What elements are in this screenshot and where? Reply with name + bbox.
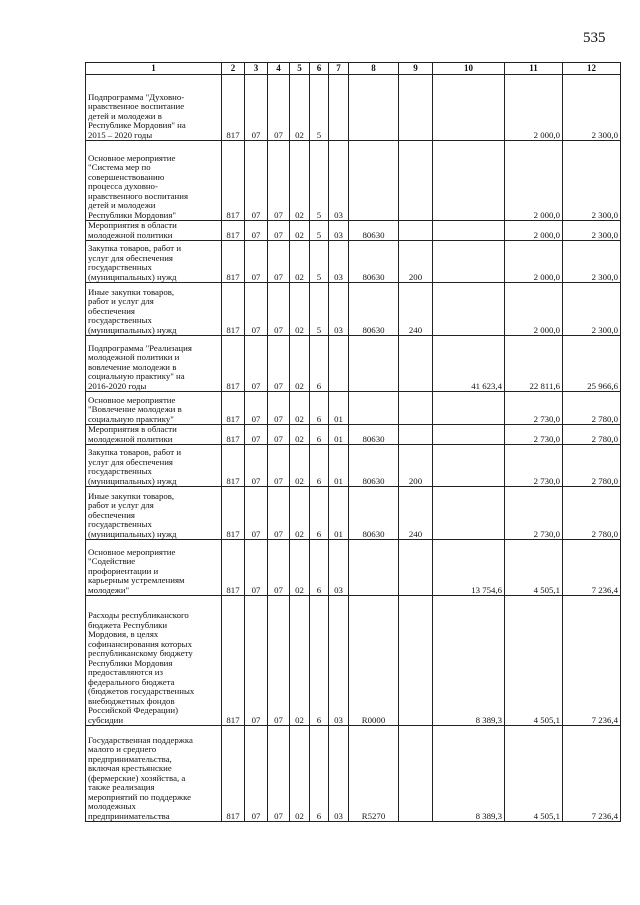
code-razdel: 07 (245, 221, 268, 241)
code-subprogram: 6 (310, 336, 329, 392)
code-glava: 817 (222, 540, 245, 596)
amount-col10: 8 389,3 (433, 596, 505, 726)
table-row (86, 487, 621, 540)
code-program: 02 (290, 221, 310, 241)
row-name: Закупка товаров, работ и услуг для обеспечения государственных (муниципальных) нужд (86, 241, 222, 283)
amount-col11: 2 730,0 (505, 425, 563, 445)
code-razdel: 07 (245, 487, 268, 540)
code-expense-type: 200 (399, 445, 433, 487)
code-expense-type (399, 392, 433, 425)
amount-col11: 2 000,0 (505, 141, 563, 221)
code-expense-type (399, 221, 433, 241)
row-name: Основное мероприятие "Система мер по совершенствованию процесса духовно- нравственного воспитания детей и молодежи Республики Мордовия" (86, 141, 222, 221)
code-program: 02 (290, 336, 310, 392)
code-glava: 817 (222, 445, 245, 487)
code-expense-type (399, 540, 433, 596)
table-row (86, 726, 621, 822)
table-row (86, 392, 621, 425)
code-razdel: 07 (245, 283, 268, 336)
code-glava: 817 (222, 425, 245, 445)
code-razdel: 07 (245, 726, 268, 822)
code-glava: 817 (222, 241, 245, 283)
code-podrazdel: 07 (268, 141, 290, 221)
amount-col11: 4 505,1 (505, 540, 563, 596)
header-row (86, 63, 621, 75)
code-subprogram: 6 (310, 596, 329, 726)
code-direction (349, 75, 399, 141)
code-glava: 817 (222, 487, 245, 540)
table-row (86, 445, 621, 487)
code-event: 01 (329, 487, 349, 540)
code-event (329, 75, 349, 141)
code-subprogram: 6 (310, 425, 329, 445)
code-podrazdel: 07 (268, 596, 290, 726)
code-subprogram: 6 (310, 540, 329, 596)
code-subprogram: 6 (310, 392, 329, 425)
amount-col12: 2 300,0 (563, 141, 621, 221)
code-podrazdel: 07 (268, 336, 290, 392)
row-name: Мероприятия в области молодежной политики (86, 221, 222, 241)
amount-col12: 7 236,4 (563, 726, 621, 822)
code-glava: 817 (222, 336, 245, 392)
column-header: 3 (245, 63, 268, 75)
code-podrazdel: 07 (268, 487, 290, 540)
amount-col11: 2 730,0 (505, 392, 563, 425)
column-header: 8 (349, 63, 399, 75)
amount-col10 (433, 487, 505, 540)
amount-col12: 7 236,4 (563, 540, 621, 596)
amount-col11: 4 505,1 (505, 726, 563, 822)
code-event: 01 (329, 425, 349, 445)
code-subprogram: 5 (310, 241, 329, 283)
code-subprogram: 5 (310, 75, 329, 141)
code-expense-type: 200 (399, 241, 433, 283)
code-podrazdel: 07 (268, 283, 290, 336)
amount-col10: 8 389,3 (433, 726, 505, 822)
code-event: 03 (329, 726, 349, 822)
amount-col11: 2 000,0 (505, 283, 563, 336)
amount-col10 (433, 392, 505, 425)
column-header: 10 (433, 63, 505, 75)
amount-col12: 2 300,0 (563, 75, 621, 141)
code-direction (349, 336, 399, 392)
code-subprogram: 6 (310, 726, 329, 822)
amount-col10: 41 623,4 (433, 336, 505, 392)
code-event: 03 (329, 221, 349, 241)
code-direction: 80630 (349, 487, 399, 540)
column-header: 9 (399, 63, 433, 75)
code-program: 02 (290, 392, 310, 425)
code-glava: 817 (222, 75, 245, 141)
amount-col12: 2 780,0 (563, 425, 621, 445)
code-direction: 80630 (349, 425, 399, 445)
code-direction: 80630 (349, 241, 399, 283)
code-event: 01 (329, 445, 349, 487)
code-podrazdel: 07 (268, 75, 290, 141)
code-direction: R0000 (349, 596, 399, 726)
amount-col11: 2 730,0 (505, 445, 563, 487)
code-razdel: 07 (245, 540, 268, 596)
amount-col10 (433, 425, 505, 445)
code-event: 03 (329, 540, 349, 596)
code-glava: 817 (222, 392, 245, 425)
code-podrazdel: 07 (268, 425, 290, 445)
code-subprogram: 6 (310, 487, 329, 540)
code-direction: 80630 (349, 445, 399, 487)
code-glava: 817 (222, 283, 245, 336)
column-header: 1 (86, 63, 222, 75)
amount-col12: 2 300,0 (563, 283, 621, 336)
column-header: 2 (222, 63, 245, 75)
code-program: 02 (290, 487, 310, 540)
row-name: Иные закупки товаров, работ и услуг для обеспечения государственных (муниципальных) нужд (86, 487, 222, 540)
code-expense-type (399, 141, 433, 221)
table-row (86, 540, 621, 596)
amount-col12: 2 300,0 (563, 221, 621, 241)
table-row (86, 75, 621, 141)
column-header: 5 (290, 63, 310, 75)
budget-table (85, 62, 621, 822)
code-expense-type (399, 596, 433, 726)
code-program: 02 (290, 141, 310, 221)
table-row (86, 596, 621, 726)
code-event: 03 (329, 596, 349, 726)
code-direction: R5270 (349, 726, 399, 822)
amount-col12: 2 780,0 (563, 487, 621, 540)
code-program: 02 (290, 283, 310, 336)
code-program: 02 (290, 241, 310, 283)
code-podrazdel: 07 (268, 392, 290, 425)
code-subprogram: 5 (310, 283, 329, 336)
code-program: 02 (290, 726, 310, 822)
code-subprogram: 5 (310, 221, 329, 241)
code-subprogram: 5 (310, 141, 329, 221)
code-expense-type: 240 (399, 487, 433, 540)
code-podrazdel: 07 (268, 241, 290, 283)
column-header: 4 (268, 63, 290, 75)
table-row (86, 241, 621, 283)
code-glava: 817 (222, 141, 245, 221)
code-razdel: 07 (245, 141, 268, 221)
amount-col10 (433, 221, 505, 241)
amount-col10 (433, 445, 505, 487)
code-event: 03 (329, 141, 349, 221)
code-direction: 80630 (349, 283, 399, 336)
table-row (86, 336, 621, 392)
code-razdel: 07 (245, 75, 268, 141)
amount-col12: 25 966,6 (563, 336, 621, 392)
code-razdel: 07 (245, 596, 268, 726)
row-name: Основное мероприятие "Вовлечение молодежи в социальную практику" (86, 392, 222, 425)
table-row (86, 425, 621, 445)
row-name: Государственная поддержка малого и среднего предпринимательства, включая крестьянские (фермерские) хозяйства, а также реализация мероприятий по поддержке молодежных предпринимательства (86, 726, 222, 822)
code-expense-type (399, 336, 433, 392)
amount-col10 (433, 75, 505, 141)
code-glava: 817 (222, 726, 245, 822)
amount-col11: 2 000,0 (505, 241, 563, 283)
code-glava: 817 (222, 596, 245, 726)
row-name: Подпрограмма "Духовно- нравственное воспитание детей и молодежи в Республике Мордовия" на 2015 – 2020 годы (86, 75, 222, 141)
table-row (86, 141, 621, 221)
column-header: 11 (505, 63, 563, 75)
row-name: Подпрограмма "Реализация молодежной политики и вовлечение молодежи в социальную практику" на 2016-2020 годы (86, 336, 222, 392)
row-name: Закупка товаров, работ и услуг для обеспечения государственных (муниципальных) нужд (86, 445, 222, 487)
column-header: 7 (329, 63, 349, 75)
amount-col10 (433, 141, 505, 221)
code-expense-type (399, 726, 433, 822)
row-name: Расходы республиканского бюджета Республики Мордовия, в целях софинансирования которых республиканскому бюджету Республики Мордовия предоставляются из федерального бюджета (бюджетов государственных внебюджетных фондов Российской Федерации) субсидии (86, 596, 222, 726)
row-name: Иные закупки товаров, работ и услуг для обеспечения государственных (муниципальных) нужд (86, 283, 222, 336)
row-name: Мероприятия в области молодежной политики (86, 425, 222, 445)
code-program: 02 (290, 425, 310, 445)
amount-col10 (433, 241, 505, 283)
code-direction (349, 141, 399, 221)
row-name: Основное мероприятие "Содействие профориентации и карьерным устремлениям молодежи" (86, 540, 222, 596)
amount-col11: 2 000,0 (505, 221, 563, 241)
amount-col10: 13 754,6 (433, 540, 505, 596)
code-direction (349, 540, 399, 596)
code-expense-type (399, 75, 433, 141)
amount-col11: 4 505,1 (505, 596, 563, 726)
code-razdel: 07 (245, 241, 268, 283)
code-glava: 817 (222, 221, 245, 241)
column-header: 6 (310, 63, 329, 75)
code-event (329, 336, 349, 392)
amount-col12: 2 780,0 (563, 445, 621, 487)
code-expense-type: 240 (399, 283, 433, 336)
code-podrazdel: 07 (268, 726, 290, 822)
amount-col12: 2 780,0 (563, 392, 621, 425)
page-number: 535 (583, 30, 606, 46)
code-program: 02 (290, 75, 310, 141)
amount-col12: 7 236,4 (563, 596, 621, 726)
code-podrazdel: 07 (268, 445, 290, 487)
amount-col11: 2 000,0 (505, 75, 563, 141)
amount-col12: 2 300,0 (563, 241, 621, 283)
code-razdel: 07 (245, 425, 268, 445)
code-subprogram: 6 (310, 445, 329, 487)
code-expense-type (399, 425, 433, 445)
code-razdel: 07 (245, 445, 268, 487)
code-direction (349, 392, 399, 425)
code-direction: 80630 (349, 221, 399, 241)
table-row (86, 221, 621, 241)
code-event: 01 (329, 392, 349, 425)
table-row (86, 283, 621, 336)
code-program: 02 (290, 596, 310, 726)
code-program: 02 (290, 445, 310, 487)
code-podrazdel: 07 (268, 540, 290, 596)
amount-col10 (433, 283, 505, 336)
code-razdel: 07 (245, 392, 268, 425)
column-header: 12 (563, 63, 621, 75)
amount-col11: 2 730,0 (505, 487, 563, 540)
code-event: 03 (329, 283, 349, 336)
code-program: 02 (290, 540, 310, 596)
amount-col11: 22 811,6 (505, 336, 563, 392)
code-event: 03 (329, 241, 349, 283)
code-podrazdel: 07 (268, 221, 290, 241)
code-razdel: 07 (245, 336, 268, 392)
